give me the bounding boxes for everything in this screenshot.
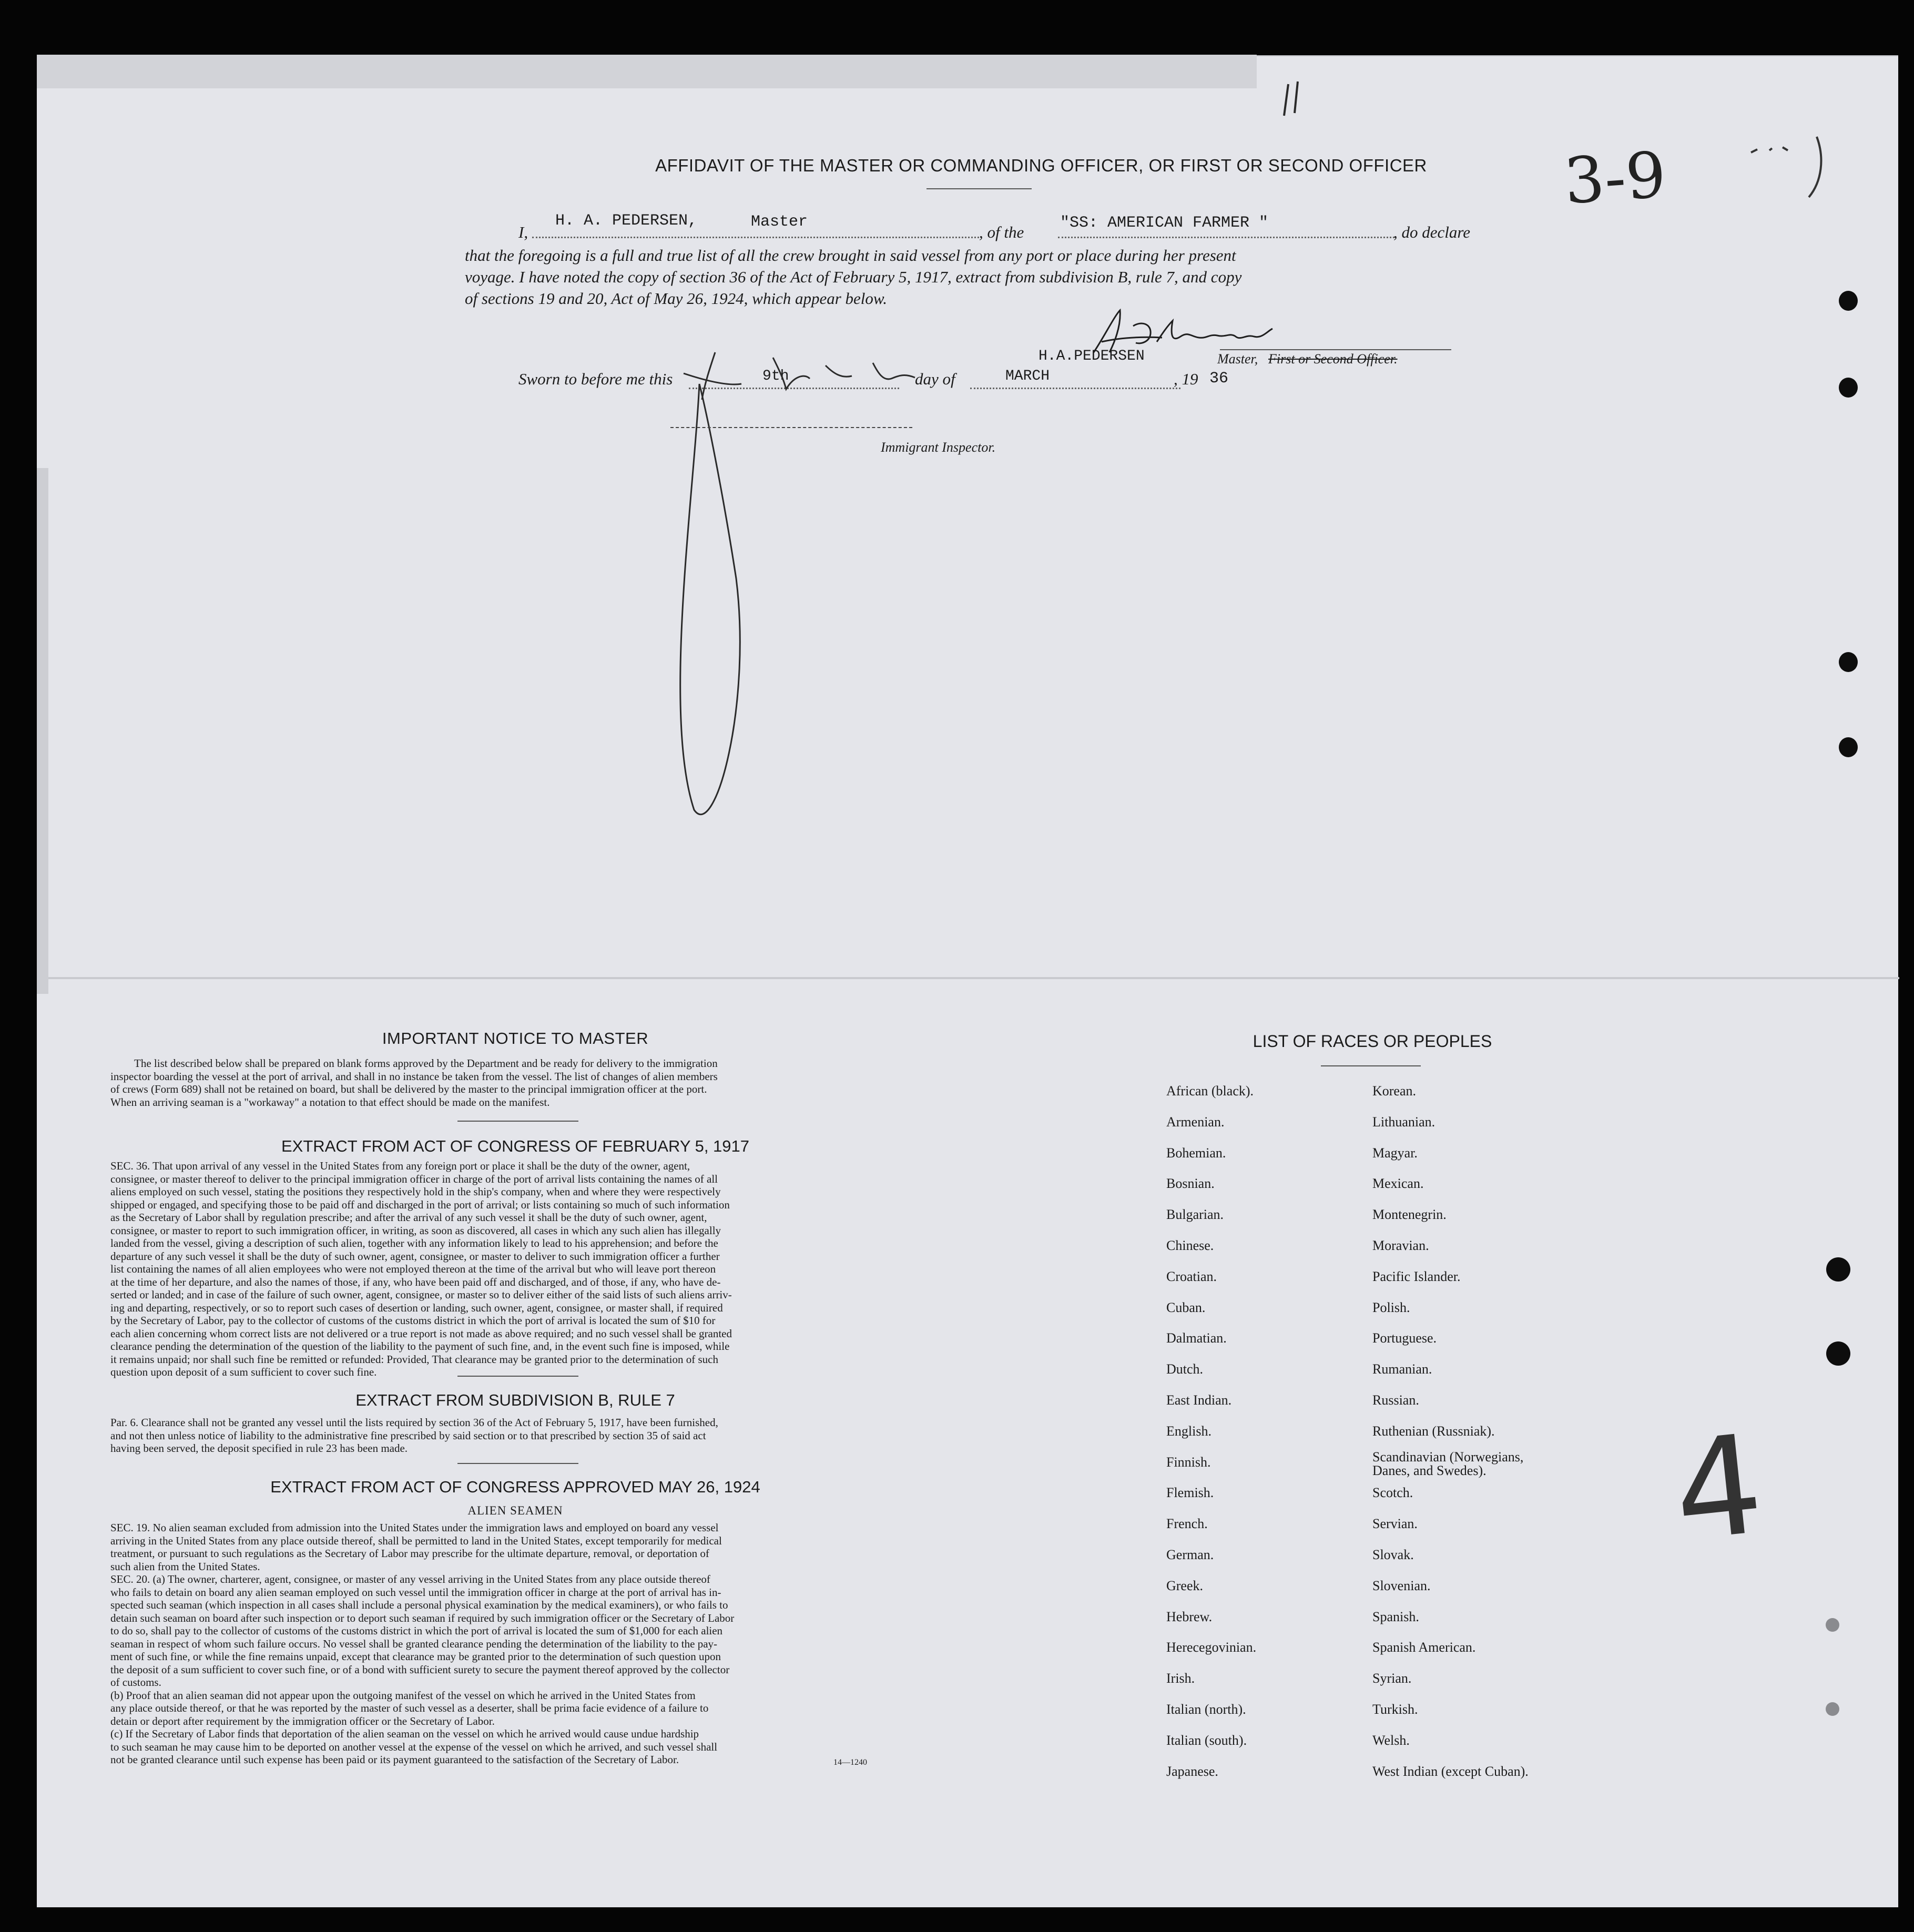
handwritten-mark-top [1278,79,1309,121]
sworn-month: MARCH [1005,368,1050,384]
race-item: Spanish. [1372,1609,1419,1624]
binder-hole [1839,291,1858,311]
extract-1924-line: of customs. [110,1676,161,1689]
extract-1924-line: to do so, shall pay to the collector of customs of the customs district in which the port of arrival is located the sum of $1,000 for each alien [110,1624,723,1637]
extract-1924-title: EXTRACT FROM ACT OF CONGRESS APPROVED MAY 26, 1924 [270,1478,760,1496]
extract-1924-line: treatment, or pursuant to such regulations as the Secretary of Labor may prescribe for the ultimate departure, removal, or deportation of [110,1547,709,1560]
race-item: Magyar. [1372,1145,1418,1161]
sworn-year: 36 [1209,370,1229,388]
race-item: Bohemian. [1166,1145,1226,1161]
race-item: Cuban. [1166,1299,1206,1315]
extract-1924-line: SEC. 20. (a) The owner, charterer, agent, consignee, or master of any vessel arriving in the United States from any place outside thereof [110,1573,710,1585]
extract-1917-line: departure of any such vessel it shall be the duty of such owner, agent, consignee, or master to deliver to such immigration officer a further [110,1249,720,1263]
notice-line: of crews (Form 689) shall not be retained on board, but shall be delivered by the master to the principal immigration officer at the port. [110,1083,707,1095]
race-item: German. [1166,1547,1214,1562]
inspector-caption: Immigrant Inspector. [881,440,996,455]
races-title: LIST OF RACES OR PEOPLES [1253,1032,1492,1051]
month-field-line [970,388,1180,389]
extract-1917-line: list containing the names of all alien employees who were not employed thereon at the time of the arrival but who will leave port thereon [110,1263,716,1275]
notice-body [110,1057,907,1109]
extract-1924-line: seaman in respect of whom such failure occurs. No vessel shall be granted clearance pending the determination of the liability to the pay- [110,1637,718,1650]
extract-1917-line: each alien concerning whom correct lists are not delivered or a true report is not made as above required; and no such vessel shall be granted [110,1327,732,1340]
day-of-label: day of [915,370,955,388]
race-item: Spanish American. [1372,1640,1476,1655]
declaration-line-3: of sections 19 and 20, Act of May 26, 1924, which appear below. [465,289,888,308]
race-item: Chinese. [1166,1237,1214,1253]
race-item: Lithuanian. [1372,1114,1436,1130]
notice-title: IMPORTANT NOTICE TO MASTER [382,1029,649,1048]
extract-1917-line: as the Secretary of Labor shall by regulation prescribe; and after the arrival of any such vessel it shall be the duty of such owner, agent, [110,1211,707,1224]
binder-hole [1826,1618,1839,1632]
race-item: Slovenian. [1372,1578,1431,1593]
race-item: Moravian. [1372,1237,1429,1253]
race-item: Italian (north). [1166,1701,1246,1717]
extract-1924-line: SEC. 19. No alien seaman excluded from admission into the United States under the immigration laws and employed on board any vessel [110,1521,719,1534]
extract-1924-line: any place outside thereof, or that he was reported by the master of such vessel as a deserter, shall be prima facie evidence of a failure to [110,1702,709,1714]
race-item: Herecegovinian. [1166,1640,1257,1655]
extract-1917-line: consignee, or master thereof to deliver to the principal immigration officer in charge of the port of arrival lists containing the names of all [110,1172,718,1185]
do-declare-label: , do declare [1393,223,1471,241]
notice-line: inspector boarding the vessel at the port of arrival, and shall in no instance be taken from the vessel. The list of changes of alien members [110,1070,718,1083]
of-the-label: , of the [979,223,1024,241]
race-item: Rumanian. [1372,1361,1432,1377]
extract-1924-line: the deposit of a sum sufficient to cover such fine, or of a bond with sufficient surety to secure the payment thereof approved by the collector [110,1663,730,1676]
notice-line: When an arriving seaman is a "workaway" a notation to that effect should be made on the manifest. [110,1095,550,1109]
race-item: Russian. [1372,1392,1419,1408]
race-item: Armenian. [1166,1114,1225,1130]
extract-1924-line: arriving in the United States from any place outside thereof, shall be permitted to land in the United States, except temporarily for medical [110,1534,722,1547]
extract-1924-line: detain such seaman on board after such inspection or to deport such seaman if required by such immigration officer or the Secretary of Labor [110,1611,735,1624]
race-item: Flemish. [1166,1485,1214,1501]
race-item: Montenegrin. [1372,1207,1447,1223]
inspector-signature [652,337,946,826]
race-item: Croatian. [1166,1268,1217,1284]
race-item: Slovak. [1372,1547,1414,1562]
races-right-column [1372,1083,1541,1794]
signature-caption: First or Second Officer. [1268,351,1398,367]
vessel-field-line [1058,237,1394,238]
sworn-day: 9th [762,368,789,384]
vessel-name: "SS: AMERICAN FARMER " [1060,214,1269,232]
extract-1917-title: EXTRACT FROM ACT OF CONGRESS OF FEBRUARY 5, 1917 [281,1137,750,1155]
race-item: Bulgarian. [1166,1207,1224,1223]
races-left-column [1166,1083,1256,1794]
race-item: Dutch. [1166,1361,1204,1377]
declaration-line-1: that the foregoing is a full and true list of all the crew brought in said vessel from any port or place during her present [465,246,1236,265]
handwritten-ticks [1746,131,1835,200]
signature-line [1220,349,1451,350]
form-number: 14—1240 [833,1758,867,1767]
extract-rule7-line: Par. 6. Clearance shall not be granted any vessel until the lists required by section 36 of the Act of February 5, 1917, have been furnished, [110,1416,718,1429]
inspector-signature-line [670,427,912,428]
binder-hole [1826,1257,1850,1282]
race-item: Finnish. [1166,1454,1211,1470]
extract-1917-line: serted or landed; and in case of the failure of such owner, agent, consignee, or master so to deliver either of the said lists of such aliens arriv- [110,1288,732,1301]
binder-hole [1839,652,1858,672]
race-item: Turkish. [1372,1701,1418,1717]
race-item: Mexican. [1372,1176,1424,1192]
extract-rule7-body [110,1416,907,1455]
binder-hole [1839,737,1858,757]
title-rule [927,188,1032,189]
extract-1924-line: detain or deport after requirement by the immigration officer or the Secretary of Labor. [110,1714,495,1727]
race-item: Hebrew. [1166,1609,1213,1624]
race-item: Servian. [1372,1516,1418,1532]
extract-1924-line: spected such seaman (which inspection in all cases shall include a personal physical examination by the medical examiners), or who fails to [110,1599,728,1611]
extract-1917-line: it remains unpaid; nor shall such fine be remitted or refunded: Provided, That clearance may be granted prior to the determination of such [110,1353,718,1366]
race-item: Polish. [1372,1299,1410,1315]
binder-hole [1826,1702,1839,1716]
extract-1917-line: question upon deposit of a sum sufficient to cover such fine. [110,1366,377,1378]
extract-1924-line: to such seaman he may cause him to be deported on another vessel at the expense of the vessel on which he arrived, and such vessel shall [110,1740,718,1753]
extract-1917-line: by the Secretary of Labor, pay to the collector of customs of the customs district in which the port of arrival is located the sum of $10 for [110,1314,716,1327]
signature-caption-struck: Master, [1217,351,1258,367]
extract-1917-line: at the time of her departure, and also the names of those, if any, who have been paid off and discharged, and of those, if any, who have de- [110,1275,721,1288]
extract-1924-line: not be granted clearance until such expense has been paid or its payment guaranteed to the satisfaction of the Secretary of Labor. [110,1753,679,1766]
extract-1917-line: clearance pending the determination of the question of the liability to the payment of such fine, and, in the event such fine is imposed, while [110,1340,730,1353]
extract-rule7-line: and not then unless notice of liability to the administrative fine prescribed by said section or to that prescribed by section 35 of said act [110,1429,706,1442]
extract-1924-subtitle: ALIEN SEAMEN [467,1504,563,1517]
race-item: French. [1166,1516,1208,1532]
race-item: Dalmatian. [1166,1330,1227,1346]
extract-1917-body [110,1160,907,1379]
notice-line: The list described below shall be prepared on blank forms approved by the Department and be ready for delivery to the immigration [134,1057,718,1070]
race-item: African (black). [1166,1083,1254,1099]
binder-hole [1826,1341,1850,1366]
binder-hole [1839,378,1858,398]
declaration-line-2: voyage. I have noted the copy of section 36 of the Act of February 5, 1917, extract from subdivision B, rule 7, and copy [465,268,1242,286]
extract-1917-line: landed from the vessel, giving a description of such alien, together with any information likely to lead to his apprehension; and before the [110,1237,718,1249]
handwritten-page-number: 4 [1666,1405,1770,1572]
extract-1917-line: aliens employed on such vessel, stating the positions they respectively hold in the ship's company, when and where they were respectively [110,1185,721,1198]
i-label: I, [518,223,528,241]
extract-1924-line: such alien from the United States. [110,1560,260,1573]
section-rule [457,1121,578,1122]
race-item: Portuguese. [1372,1330,1437,1346]
race-item: Scotch. [1372,1485,1413,1501]
extract-1924-line: (b) Proof that an alien seaman did not appear upon the outgoing manifest of the vessel on which he arrived in the United States from [110,1689,696,1702]
sworn-label: Sworn to before me this [518,370,673,388]
affidavit-title: AFFIDAVIT OF THE MASTER OR COMMANDING OFFICER, OR FIRST OR SECOND OFFICER [655,156,1427,175]
race-item: Korean. [1372,1083,1417,1099]
section-rule [457,1376,578,1377]
officer-name: H. A. PEDERSEN, [555,212,698,230]
extract-1917-line: shipped or engaged, and specifying those to be paid off and discharged in the port of arrival; or lists containing so much of such information [110,1198,730,1211]
extract-1917-line: consignee, or master to report to such immigration officer, in writing, as soon as discovered, all cases in which any such alien has illegally [110,1224,721,1237]
race-item: Syrian. [1372,1671,1412,1686]
typed-master-name: H.A.PEDERSEN [1039,348,1145,364]
handwritten-sheet-number: 3-9 [1562,138,1668,219]
race-item: East Indian. [1166,1392,1232,1408]
race-item: Scandinavian (Norwegians, Danes, and Swedes). [1372,1449,1524,1478]
extract-rule7-line: having been served, the deposit specified in rule 23 has been made. [110,1442,408,1455]
race-item: Italian (south). [1166,1732,1247,1748]
extract-1917-line: ing and departing, respectively, or so to report such cases of desertion or landing, such owner, agent, consignee, or master shall, if required [110,1301,723,1314]
extract-1924-line: who fails to detain on board any alien seaman employed on such vessel until the immigration officer in charge at the port of arrival has in- [110,1585,721,1599]
race-item: Greek. [1166,1578,1204,1593]
extract-1917-line: SEC. 36. That upon arrival of any vessel in the United States from any foreign port or place it shall be the duty of the owner, agent, [110,1160,690,1172]
name-field-line [532,237,979,238]
race-item: Japanese. [1166,1763,1218,1779]
race-item: Ruthenian (Russniak). [1372,1423,1495,1439]
races-title-rule [1321,1065,1421,1066]
race-item: West Indian (except Cuban). [1372,1763,1529,1779]
extract-1924-line: ment of such fine, or while the fine remains unpaid, except that clearance may be granted prior to the determination of such question upon [110,1650,721,1663]
extract-rule7-title: EXTRACT FROM SUBDIVISION B, RULE 7 [355,1391,675,1409]
extract-1924-body [110,1521,907,1766]
officer-rank: Master [751,213,808,231]
race-item: Bosnian. [1166,1176,1215,1192]
race-item: English. [1166,1423,1211,1439]
race-item: Pacific Islander. [1372,1268,1461,1284]
fold-line [48,977,1899,979]
year-prefix: , 19 [1174,370,1198,388]
race-item: Irish. [1166,1671,1195,1686]
race-item: Welsh. [1372,1732,1410,1748]
extract-1924-line: (c) If the Secretary of Labor finds that deportation of the alien seaman on the vessel on which he arrived would cause undue hardship [110,1727,699,1740]
section-rule [457,1463,578,1464]
paper-fold-edge [37,468,48,994]
paper-edge [37,55,1257,88]
